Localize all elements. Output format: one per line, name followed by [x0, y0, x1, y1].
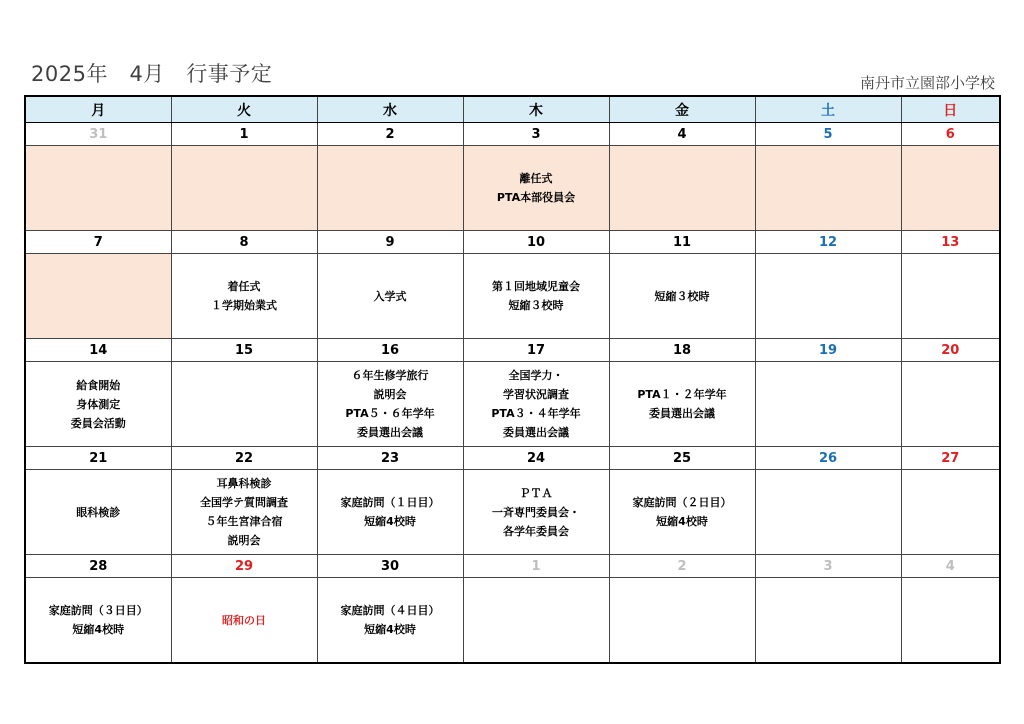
weekday-mon: 月: [25, 96, 171, 123]
date-cell: 30: [317, 555, 463, 578]
event-cell: [463, 578, 609, 664]
event-text: 委員選出会議: [649, 407, 715, 420]
event-row: [25, 146, 1000, 231]
event-cell: [25, 578, 171, 664]
date-cell: 23: [317, 447, 463, 470]
event-text: 学習状況調査: [503, 388, 569, 401]
event-text: 家庭訪問（２日目）: [632, 496, 732, 509]
event-row: [25, 578, 1000, 664]
date-cell: 26: [755, 447, 901, 470]
weekday-sat: 土: [755, 96, 901, 123]
date-cell: 16: [317, 339, 463, 362]
date-cell: 8: [171, 231, 317, 254]
date-cell: 17: [463, 339, 609, 362]
event-text: 着任式: [227, 280, 261, 293]
weekday-wed: 水: [317, 96, 463, 123]
event-cell: [901, 362, 1000, 447]
event-cell: [25, 470, 171, 555]
date-cell: 2: [609, 555, 755, 578]
event-text: 耳鼻科検診: [216, 477, 272, 490]
event-cell: [609, 578, 755, 664]
school-name: 南丹市立園部小学校: [859, 74, 995, 92]
event-cell: [609, 146, 755, 231]
event-cell: [25, 362, 171, 447]
event-cell: [901, 146, 1000, 231]
event-text: 家庭訪問（１日目）: [340, 496, 440, 509]
date-row: [25, 555, 1000, 578]
date-cell: 10: [463, 231, 609, 254]
event-cell: [609, 362, 755, 447]
event-cell: [171, 362, 317, 447]
event-text: 説明会: [373, 388, 407, 401]
date-cell: 12: [755, 231, 901, 254]
weekday-sun: 日: [901, 96, 1000, 123]
event-text: ６年生修学旅行: [351, 369, 429, 382]
event-text: 短縮4校時: [656, 515, 708, 528]
date-cell: 24: [463, 447, 609, 470]
date-cell: 13: [901, 231, 1000, 254]
event-cell: [463, 254, 609, 339]
event-text: 身体測定: [76, 397, 121, 411]
date-row: [25, 123, 1000, 146]
event-text: 委員選出会議: [357, 426, 423, 439]
event-cell: [171, 470, 317, 555]
date-row: [25, 339, 1000, 362]
date-cell: 27: [901, 447, 1000, 470]
event-text: 入学式: [373, 289, 407, 303]
event-text: 家庭訪問（３日目）: [48, 604, 148, 617]
event-cell: [25, 254, 171, 339]
event-text: １学期始業式: [211, 299, 277, 312]
event-cell: [317, 146, 463, 231]
date-cell: 2: [317, 123, 463, 146]
event-text: 給食開始: [76, 378, 121, 392]
calendar-table: [24, 95, 1001, 664]
date-cell: 7: [25, 231, 171, 254]
weekday-header-row: [25, 96, 1000, 123]
event-text: 短縮３校時: [654, 289, 710, 303]
event-text: 短縮３校時: [508, 299, 564, 312]
date-cell: 18: [609, 339, 755, 362]
date-cell: 3: [463, 123, 609, 146]
event-cell: [463, 470, 609, 555]
event-cell: [901, 254, 1000, 339]
event-text: 説明会: [227, 534, 261, 547]
event-cell: [171, 578, 317, 664]
event-cell: [901, 578, 1000, 664]
event-cell: [755, 470, 901, 555]
event-cell: [317, 470, 463, 555]
event-cell: [317, 362, 463, 447]
event-text: 一斉専門委員会・: [492, 505, 580, 519]
date-cell: 22: [171, 447, 317, 470]
event-cell: [171, 254, 317, 339]
date-cell: 9: [317, 231, 463, 254]
page-title: 2025年 4月 行事予定: [31, 62, 273, 86]
event-text: ＰＴＡ: [519, 486, 553, 500]
event-text: 全国学力・: [508, 369, 564, 382]
date-cell: 21: [25, 447, 171, 470]
event-cell: [317, 254, 463, 339]
holiday-text: 昭和の日: [222, 613, 266, 627]
event-cell: [609, 470, 755, 555]
event-text: PTA１・２年学年: [637, 388, 727, 401]
event-row: [25, 254, 1000, 339]
date-cell: 25: [609, 447, 755, 470]
weekday-fri: 金: [609, 96, 755, 123]
event-cell: [609, 254, 755, 339]
event-cell: [463, 146, 609, 231]
event-text: 各学年委員会: [503, 524, 569, 538]
event-text: 離任式: [519, 172, 553, 185]
date-row: [25, 231, 1000, 254]
event-cell: [755, 254, 901, 339]
event-text: 短縮4校時: [364, 623, 416, 636]
date-cell: 11: [609, 231, 755, 254]
date-cell: 3: [755, 555, 901, 578]
event-row: [25, 362, 1000, 447]
date-cell: 4: [609, 123, 755, 146]
date-cell: 1: [463, 555, 609, 578]
date-cell: 4: [901, 555, 1000, 578]
weekday-tue: 火: [171, 96, 317, 123]
event-cell: [755, 362, 901, 447]
event-cell: [463, 362, 609, 447]
event-cell: [755, 578, 901, 664]
event-text: 第１回地域児童会: [492, 280, 580, 293]
event-cell: [25, 146, 171, 231]
event-text: 家庭訪問（４日目）: [340, 604, 440, 617]
event-text: 短縮4校時: [72, 623, 125, 636]
event-text: 短縮4校時: [364, 515, 416, 528]
date-cell: 1: [171, 123, 317, 146]
date-cell: 20: [901, 339, 1000, 362]
event-text: 委員選出会議: [503, 426, 569, 439]
event-text: PTA本部役員会: [496, 191, 576, 204]
date-cell: 15: [171, 339, 317, 362]
event-text: 眼科検診: [76, 505, 121, 519]
event-cell: [755, 146, 901, 231]
event-text: 委員会活動: [70, 416, 126, 430]
event-cell: [171, 146, 317, 231]
event-cell: [901, 470, 1000, 555]
event-text: PTA３・４年学年: [491, 407, 581, 420]
weekday-thu: 木: [463, 96, 609, 123]
date-cell: 29: [171, 555, 317, 578]
event-text: PTA５・６年学年: [345, 407, 435, 420]
event-cell: [317, 578, 463, 664]
date-cell: 14: [25, 339, 171, 362]
date-cell: 5: [755, 123, 901, 146]
date-cell: 6: [901, 123, 1000, 146]
event-text: 全国学テ質問調査: [200, 496, 288, 509]
date-row: [25, 447, 1000, 470]
event-row: [25, 470, 1000, 555]
date-cell: 31: [25, 123, 171, 146]
event-text: ５年生宮津合宿: [205, 515, 283, 528]
date-cell: 19: [755, 339, 901, 362]
date-cell: 28: [25, 555, 171, 578]
